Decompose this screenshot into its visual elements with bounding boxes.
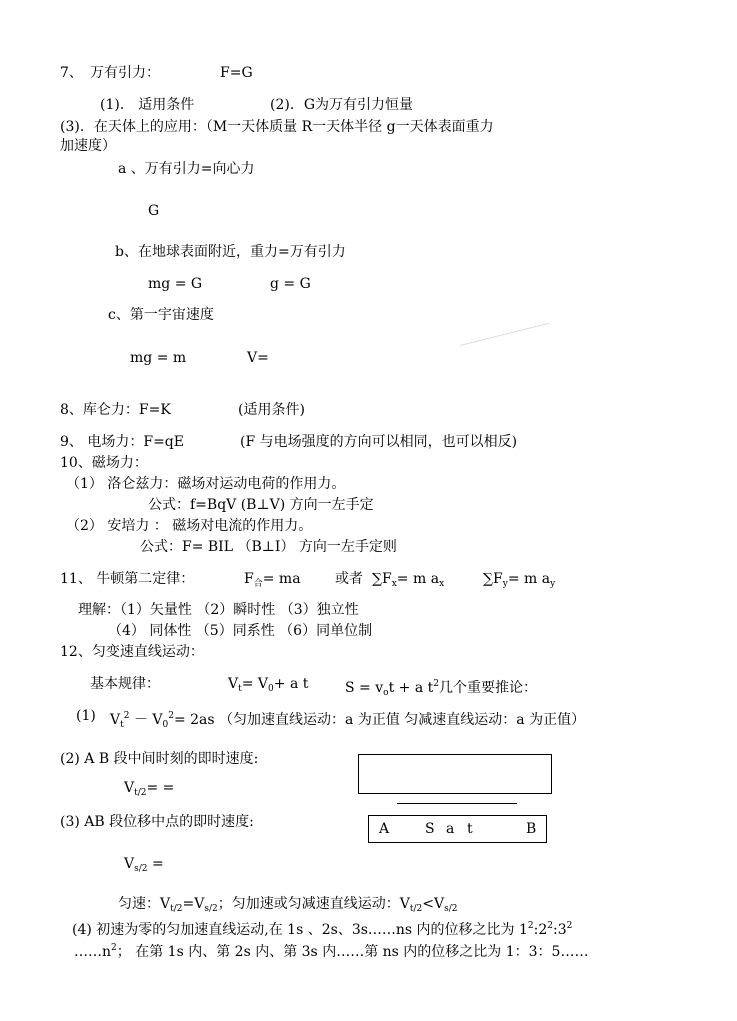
section-9: 9、 电场力：F=qE	[60, 434, 184, 450]
basic-law-label: 基本规律：	[90, 676, 160, 692]
ampere-force: （2） 安培力 ： 磁场对电流的作用力。	[66, 518, 313, 534]
fraction-line	[397, 803, 517, 804]
item-b-formula-1: mg = G	[148, 276, 203, 292]
inference-2-formula: $V_{t/2}=$ =	[124, 780, 175, 798]
section-7-title: 万有引力：	[90, 65, 160, 81]
segment-diagram	[368, 815, 547, 843]
segment-a-label: a	[446, 821, 455, 837]
lorentz-force: （1） 洛仑兹力：磁场对运动电荷的作用力。	[66, 476, 346, 492]
segment-s-label: S	[425, 821, 435, 837]
understanding-line-1: 理解：（1）矢量性 （2）瞬时性 （3）独立性	[78, 602, 359, 618]
inference-3-formula: $V_{s/2}$ =	[124, 856, 164, 874]
item-b-formula-2: g = G	[270, 276, 311, 292]
point-a-label: A	[379, 821, 390, 837]
item-c-label: c、第一宇宙速度	[108, 307, 214, 323]
newton-fx-formula: $\sum F_x= m$ $a_x$	[372, 571, 445, 589]
understanding-line-2: （4） 同体性 （5）同系性 （6）同单位制	[108, 623, 373, 639]
condition-2: (2)．G为万有引力恒量	[270, 97, 414, 113]
section-8-condition: (适用条件)	[238, 402, 305, 418]
section-12-title: 12、匀变速直线运动：	[60, 644, 204, 660]
uniform-comparison: 匀速：$V_{t/2}=V_{s/2}$；匀加速或匀减速直线运动：$V_{t/2}<V_{s/2}$	[118, 896, 458, 914]
inference-4-line1: (4) 初速为零的匀加速直线运动,在 1s 、2s、3s……ns 内的位移之比为 $1^2:2^2:3^2$	[72, 921, 573, 938]
section-11-title: 11、 牛顿第二定律：	[60, 571, 195, 587]
section-9-note: (F 与电场强度的方向可以相同，也可以相反)	[240, 434, 518, 450]
segment-t-label: t	[467, 821, 473, 837]
inference-3: (3) AB 段位移中点的即时速度:	[60, 814, 254, 830]
newton-fy-formula: $\sum F_y= m$ $a_y$	[483, 571, 556, 589]
inference-4-line2: $\dots\dots n^2$； 在第 1s 内、第 2s 内、第 3s 内……第 ns 内的位移之比为 1：3：5……	[74, 943, 589, 960]
lorentz-formula: 公式：f=BqV (B⊥V) 方向一左手定	[148, 497, 374, 513]
inference-2: (2) A B 段中间时刻的即时速度:	[60, 751, 259, 767]
section-7-number: 7、	[60, 65, 83, 81]
item-c-formula-1: mg = m	[130, 350, 187, 366]
formula-box	[358, 754, 552, 794]
faint-line	[460, 323, 550, 346]
point-b-label: B	[526, 821, 537, 837]
inference-1-number: (1)	[76, 708, 96, 724]
or-label: 或者	[335, 571, 363, 587]
ampere-formula: 公式：F= BIL （B⊥I） 方向一左手定则	[140, 539, 397, 555]
inference-1: $V_t^2 - V_0^2= 2as$ （匀加速直线运动：a 为正值 匀减速直线运动：a 为正值）	[110, 711, 586, 730]
section-8: 8、库仑力：F=K	[60, 402, 171, 418]
item-b-label: b、在地球表面附近，重力=万有引力	[115, 244, 346, 260]
condition-3-line1: (3)．在天体上的应用：（M一天体质量 R一天体半径 g一天体表面重力	[60, 119, 494, 135]
section-10-title: 10、磁场力：	[60, 455, 148, 471]
velocity-formula: $V_t= V_0+ a$ t	[228, 676, 309, 694]
item-c-formula-2: V=	[247, 350, 269, 366]
newton-formula: $F_合=$ ma	[244, 571, 301, 589]
displacement-formula: $S = v_ot + a$ $t^2$几个重要推论：	[345, 679, 537, 698]
condition-1: (1)． 适用条件	[100, 97, 195, 113]
gravity-formula: F=G	[220, 65, 253, 81]
condition-3-line2: 加速度）	[60, 138, 116, 154]
item-a-label: a 、万有引力=向心力	[118, 161, 255, 177]
item-a-formula: G	[148, 203, 160, 219]
